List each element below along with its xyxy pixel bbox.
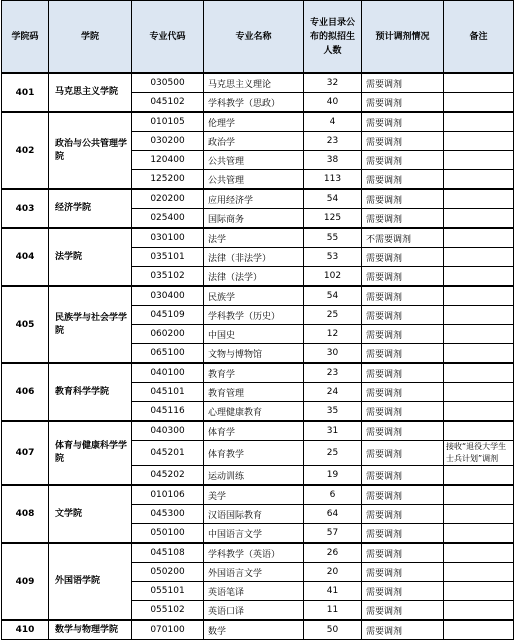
- major-code-cell: 010105: [132, 112, 204, 132]
- major-name-cell: 体育学: [204, 421, 304, 441]
- table-row: [2, 543, 514, 563]
- major-code-cell: 030500: [132, 73, 204, 93]
- major-code-cell: 050200: [132, 563, 204, 582]
- enroll-count-cell: 32: [304, 73, 362, 93]
- enroll-count-cell: 25: [304, 306, 362, 325]
- major-name-cell: 学科教学（思政）: [204, 93, 304, 113]
- college-code-cell: 401: [2, 73, 49, 112]
- remarks-cell: [444, 73, 514, 93]
- major-code-cell: 055102: [132, 601, 204, 621]
- college-code-cell: 407: [2, 421, 49, 485]
- major-code-cell: 045101: [132, 383, 204, 402]
- major-code-cell: 030200: [132, 132, 204, 151]
- remarks-cell: [444, 421, 514, 441]
- major-code-cell: 045108: [132, 543, 204, 563]
- remarks-cell: [444, 601, 514, 621]
- major-code-cell: 035102: [132, 267, 204, 287]
- enroll-count-cell: 57: [304, 524, 362, 544]
- enroll-count-cell: 38: [304, 151, 362, 170]
- header-major-name: 专业名称: [204, 1, 304, 74]
- major-name-cell: 民族学: [204, 286, 304, 306]
- remarks-cell: [444, 170, 514, 190]
- adjustment-cell: 需要调剂: [362, 402, 444, 422]
- major-name-cell: 国际商务: [204, 209, 304, 229]
- table-row: [2, 363, 514, 383]
- remarks-cell: [444, 383, 514, 402]
- major-code-cell: 050100: [132, 524, 204, 544]
- remarks-cell: [444, 505, 514, 524]
- enroll-count-cell: 24: [304, 383, 362, 402]
- adjustment-cell: 需要调剂: [362, 286, 444, 306]
- major-name-cell: 运动训练: [204, 466, 304, 486]
- college-name-cell: 数学与物理学院: [49, 620, 132, 640]
- adjustment-cell: 需要调剂: [362, 582, 444, 601]
- enroll-count-cell: 113: [304, 170, 362, 190]
- college-code-cell: 405: [2, 286, 49, 363]
- remarks-cell: 接收“退役大学生士兵计划”调剂: [444, 441, 514, 466]
- major-code-cell: 045116: [132, 402, 204, 422]
- adjustment-cell: 需要调剂: [362, 73, 444, 93]
- college-code-cell: 403: [2, 189, 49, 228]
- adjustment-cell: 需要调剂: [362, 325, 444, 344]
- remarks-cell: [444, 485, 514, 505]
- major-code-cell: 040100: [132, 363, 204, 383]
- college-name-cell: 外国语学院: [49, 543, 132, 620]
- major-code-cell: 020200: [132, 189, 204, 209]
- major-name-cell: 文物与博物馆: [204, 344, 304, 364]
- enroll-count-cell: 53: [304, 248, 362, 267]
- enroll-count-cell: 25: [304, 441, 362, 466]
- adjustment-cell: 需要调剂: [362, 441, 444, 466]
- enroll-count-cell: 20: [304, 563, 362, 582]
- table-row: [2, 421, 514, 441]
- major-code-cell: 045201: [132, 441, 204, 466]
- adjustment-cell: 需要调剂: [362, 170, 444, 190]
- header-adjustment: 预计调剂情况: [362, 1, 444, 74]
- remarks-cell: [444, 209, 514, 229]
- remarks-cell: [444, 267, 514, 287]
- remarks-cell: [444, 582, 514, 601]
- table-row: [2, 73, 514, 93]
- major-name-cell: 伦理学: [204, 112, 304, 132]
- adjustment-cell: 需要调剂: [362, 248, 444, 267]
- adjustment-cell: 需要调剂: [362, 421, 444, 441]
- table-body: [2, 73, 514, 640]
- adjustment-cell: 需要调剂: [362, 112, 444, 132]
- major-name-cell: 学科教学（历史）: [204, 306, 304, 325]
- enroll-count-cell: 30: [304, 344, 362, 364]
- major-name-cell: 数学: [204, 620, 304, 640]
- header-college: 学院: [49, 1, 132, 74]
- college-code-cell: 404: [2, 228, 49, 286]
- adjustment-cell: 需要调剂: [362, 466, 444, 486]
- adjustment-table: [1, 0, 514, 640]
- major-name-cell: 法律（法学）: [204, 267, 304, 287]
- remarks-cell: [444, 189, 514, 209]
- college-code-cell: 408: [2, 485, 49, 543]
- major-code-cell: 035101: [132, 248, 204, 267]
- remarks-cell: [444, 151, 514, 170]
- enroll-count-cell: 6: [304, 485, 362, 505]
- header-college-code: 学院码: [2, 1, 49, 74]
- major-code-cell: 045102: [132, 93, 204, 113]
- table-row: [2, 189, 514, 209]
- remarks-cell: [444, 543, 514, 563]
- remarks-cell: [444, 93, 514, 113]
- table-row: [2, 112, 514, 132]
- enroll-count-cell: 54: [304, 286, 362, 306]
- enroll-count-cell: 102: [304, 267, 362, 287]
- college-code-cell: 406: [2, 363, 49, 421]
- enroll-count-cell: 12: [304, 325, 362, 344]
- enroll-count-cell: 125: [304, 209, 362, 229]
- enroll-count-cell: 35: [304, 402, 362, 422]
- major-code-cell: 025400: [132, 209, 204, 229]
- remarks-cell: [444, 132, 514, 151]
- enroll-count-cell: 64: [304, 505, 362, 524]
- remarks-cell: [444, 286, 514, 306]
- enroll-count-cell: 26: [304, 543, 362, 563]
- major-name-cell: 公共管理: [204, 151, 304, 170]
- header-major-code: 专业代码: [132, 1, 204, 74]
- major-name-cell: 教育管理: [204, 383, 304, 402]
- enroll-count-cell: 23: [304, 363, 362, 383]
- major-name-cell: 英语笔译: [204, 582, 304, 601]
- remarks-cell: [444, 306, 514, 325]
- college-name-cell: 马克思主义学院: [49, 73, 132, 112]
- adjustment-cell: 需要调剂: [362, 505, 444, 524]
- enroll-count-cell: 19: [304, 466, 362, 486]
- major-code-cell: 010106: [132, 485, 204, 505]
- enroll-count-cell: 40: [304, 93, 362, 113]
- adjustment-cell: 需要调剂: [362, 209, 444, 229]
- adjustment-cell: 不需要调剂: [362, 228, 444, 248]
- college-code-cell: 402: [2, 112, 49, 189]
- header-row: [2, 1, 514, 74]
- college-name-cell: 教育科学学院: [49, 363, 132, 421]
- adjustment-cell: 需要调剂: [362, 189, 444, 209]
- major-code-cell: 055101: [132, 582, 204, 601]
- header-remarks: 备注: [444, 1, 514, 74]
- adjustment-cell: 需要调剂: [362, 563, 444, 582]
- major-code-cell: 065100: [132, 344, 204, 364]
- adjustment-cell: 需要调剂: [362, 267, 444, 287]
- remarks-cell: [444, 466, 514, 486]
- adjustment-cell: 需要调剂: [362, 93, 444, 113]
- enroll-count-cell: 23: [304, 132, 362, 151]
- major-name-cell: 体育教学: [204, 441, 304, 466]
- major-name-cell: 学科教学（英语）: [204, 543, 304, 563]
- remarks-cell: [444, 563, 514, 582]
- major-name-cell: 美学: [204, 485, 304, 505]
- remarks-cell: [444, 524, 514, 544]
- major-code-cell: 060200: [132, 325, 204, 344]
- enroll-count-cell: 31: [304, 421, 362, 441]
- college-name-cell: 民族学与社会学学院: [49, 286, 132, 363]
- major-code-cell: 045300: [132, 505, 204, 524]
- adjustment-cell: 需要调剂: [362, 524, 444, 544]
- remarks-cell: [444, 344, 514, 364]
- major-name-cell: 公共管理: [204, 170, 304, 190]
- enroll-count-cell: 11: [304, 601, 362, 621]
- college-name-cell: 政治与公共管理学院: [49, 112, 132, 189]
- remarks-cell: [444, 112, 514, 132]
- table-row: [2, 286, 514, 306]
- major-name-cell: 法学: [204, 228, 304, 248]
- major-name-cell: 中国史: [204, 325, 304, 344]
- header-enroll-count: 专业目录公布的拟招生人数: [304, 1, 362, 74]
- college-name-cell: 经济学院: [49, 189, 132, 228]
- major-name-cell: 应用经济学: [204, 189, 304, 209]
- college-name-cell: 法学院: [49, 228, 132, 286]
- major-code-cell: 120400: [132, 151, 204, 170]
- adjustment-cell: 需要调剂: [362, 485, 444, 505]
- remarks-cell: [444, 620, 514, 640]
- major-name-cell: 心理健康教育: [204, 402, 304, 422]
- remarks-cell: [444, 402, 514, 422]
- remarks-cell: [444, 363, 514, 383]
- adjustment-cell: 需要调剂: [362, 543, 444, 563]
- major-code-cell: 040300: [132, 421, 204, 441]
- college-name-cell: 文学院: [49, 485, 132, 543]
- enroll-count-cell: 50: [304, 620, 362, 640]
- remarks-cell: [444, 228, 514, 248]
- major-code-cell: 045202: [132, 466, 204, 486]
- major-code-cell: 045109: [132, 306, 204, 325]
- major-name-cell: 汉语国际教育: [204, 505, 304, 524]
- enroll-count-cell: 55: [304, 228, 362, 248]
- remarks-cell: [444, 248, 514, 267]
- major-name-cell: 中国语言文学: [204, 524, 304, 544]
- adjustment-cell: 需要调剂: [362, 344, 444, 364]
- major-name-cell: 政治学: [204, 132, 304, 151]
- table-row: [2, 620, 514, 640]
- major-code-cell: 030400: [132, 286, 204, 306]
- major-name-cell: 外国语言文学: [204, 563, 304, 582]
- enroll-count-cell: 54: [304, 189, 362, 209]
- adjustment-cell: 需要调剂: [362, 306, 444, 325]
- major-code-cell: 125200: [132, 170, 204, 190]
- college-code-cell: 409: [2, 543, 49, 620]
- table-row: [2, 228, 514, 248]
- remarks-cell: [444, 325, 514, 344]
- adjustment-cell: 需要调剂: [362, 151, 444, 170]
- adjustment-cell: 需要调剂: [362, 601, 444, 621]
- major-name-cell: 法律（非法学）: [204, 248, 304, 267]
- enroll-count-cell: 4: [304, 112, 362, 132]
- college-name-cell: 体育与健康科学学院: [49, 421, 132, 485]
- adjustment-cell: 需要调剂: [362, 383, 444, 402]
- major-code-cell: 030100: [132, 228, 204, 248]
- enroll-count-cell: 41: [304, 582, 362, 601]
- adjustment-cell: 需要调剂: [362, 620, 444, 640]
- major-name-cell: 马克思主义理论: [204, 73, 304, 93]
- major-code-cell: 070100: [132, 620, 204, 640]
- major-name-cell: 英语口译: [204, 601, 304, 621]
- college-code-cell: 410: [2, 620, 49, 640]
- table-row: [2, 485, 514, 505]
- major-name-cell: 教育学: [204, 363, 304, 383]
- adjustment-cell: 需要调剂: [362, 363, 444, 383]
- adjustment-cell: 需要调剂: [362, 132, 444, 151]
